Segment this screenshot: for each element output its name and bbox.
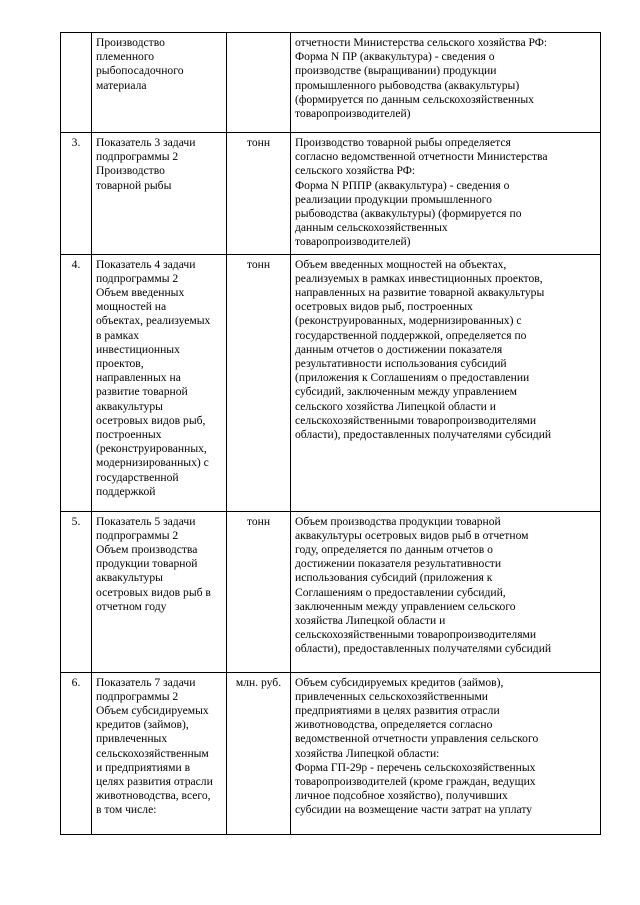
unit-of-measure (227, 33, 291, 133)
calculation-method: Производство товарной рыбы определяется согласно ведомственной отчетности Министерства сельского хозяйства РФ: Форма N РППР (аквакультура) - сведения о реализации продукции промышленного рыбоводства (аквакультуры) (формируется по данным сельскохозяйственных товаропроизводителей) (291, 133, 601, 255)
table-row (61, 254, 601, 511)
row-number: 5. (61, 511, 92, 672)
table-row (61, 133, 601, 255)
unit-of-measure: тонн (227, 254, 291, 511)
table-row (61, 33, 601, 133)
row-number: 6. (61, 672, 92, 834)
table-row (61, 511, 601, 672)
unit-of-measure: млн. руб. (227, 672, 291, 834)
indicator-name: Показатель 7 задачи подпрограммы 2 Объем субсидируемых кредитов (займов), привлеченных сельскохозяйственным и предприятиями в целях развития отрасли животноводства, всего, в том числе: (92, 672, 227, 834)
indicator-name: Показатель 4 задачи подпрограммы 2 Объем введенных мощностей на объектах, реализуемых в рамках инвестиционных проектов, направленных на развитие товарной аквакультуры осетровых видов рыб, построенных (реконструированных, модернизированных) с государственной поддержкой (92, 254, 227, 511)
calculation-method: отчетности Министерства сельского хозяйства РФ: Форма N ПР (аквакультура) - сведения о производстве (выращивании) продукции промышленного рыбоводства (аквакультуры) (формируется по данным сельскохозяйственных товаропроизводителей) (291, 33, 601, 133)
unit-of-measure: тонн (227, 511, 291, 672)
calculation-method: Объем субсидируемых кредитов (займов), привлеченных сельскохозяйственными предприятиями в целях развития отрасли животноводства, определяется согласно ведомственной отчетности управления сельского хозяйства Липецкой области: Форма ГП-29р - перечень сельскохозяйственных товаропроизводителей (кроме граждан, ведущих личное подсобное хозяйство), получивших субсидии на возмещение части затрат на уплату (291, 672, 601, 834)
indicator-name: Производство племенного рыбопосадочного материала (92, 33, 227, 133)
calculation-method: Объем введенных мощностей на объектах, реализуемых в рамках инвестиционных проектов, направленных на развитие товарной аквакультуры осетровых видов рыб, построенных (реконструированных, модернизированных) с государственной поддержкой, определяется по данным отчетов о достижении показателя результативности использования субсидий (приложения к Соглашениям о предоставлении субсидий, заключенным между управлением сельского хозяйства Липецкой области и сельскохозяйственными товаропроизводителями области), предоставленных получателями субсидий (291, 254, 601, 511)
unit-of-measure: тонн (227, 133, 291, 255)
row-number: 4. (61, 254, 92, 511)
row-number: 3. (61, 133, 92, 255)
indicators-table (60, 32, 601, 835)
calculation-method: Объем производства продукции товарной аквакультуры осетровых видов рыб в отчетном году, определяется по данным отчетов о достижении показателя результативности использования субсидий (приложения к Соглашениям о предоставлении субсидий, заключенным между управлением сельского хозяйства Липецкой области и сельскохозяйственными товаропроизводителями области), предоставленных получателями субсидий (291, 511, 601, 672)
table-row (61, 672, 601, 834)
indicator-name: Показатель 3 задачи подпрограммы 2 Производство товарной рыбы (92, 133, 227, 255)
indicator-name: Показатель 5 задачи подпрограммы 2 Объем производства продукции товарной аквакультуры осетровых видов рыб в отчетном году (92, 511, 227, 672)
row-number (61, 33, 92, 133)
